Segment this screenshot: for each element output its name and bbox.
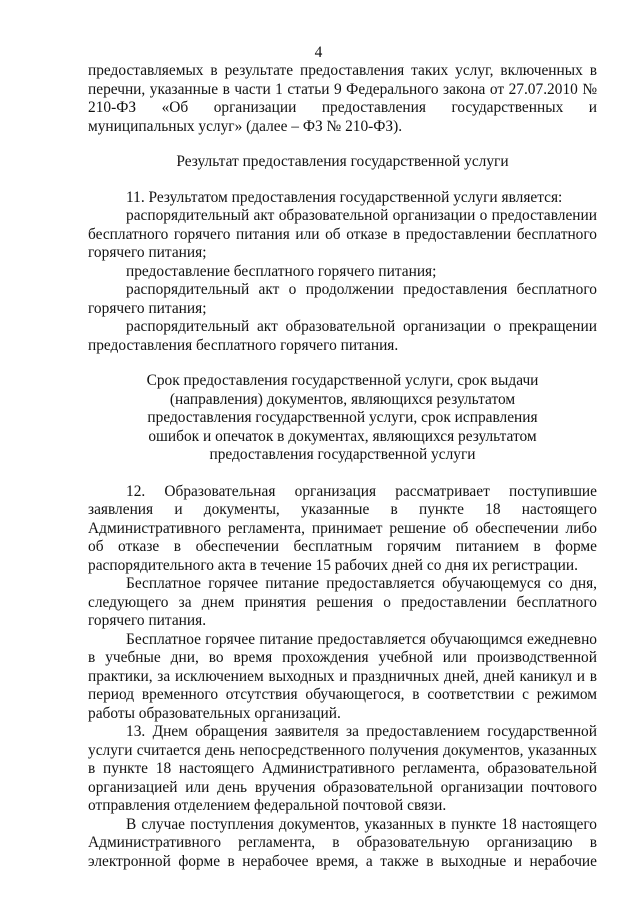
- paragraph-11-item-4: распорядительный акт образовательной организации о прекращении предоставления бесплатного горячего питания.: [88, 318, 597, 354]
- paragraph-continuation: предоставляемых в результате предоставления таких услуг, включенных в перечни, указанные в части 1 статьи 9 Федерального закона от 27.07.2010 № 210-ФЗ «Об организации предоставления государственных и муниципальных услуг» (далее – ФЗ № 210-ФЗ).: [88, 62, 597, 135]
- paragraph-12-a: Бесплатное горячее питание предоставляется обучающемуся со дня, следующего за днем принятия решения о предоставлении бесплатного горячего питания.: [88, 575, 597, 629]
- section-heading-result: Результат предоставления государственной услуги: [176, 153, 509, 170]
- paragraph-11-item-3: распорядительный акт о продолжении предоставления бесплатного горячего питания;: [88, 281, 597, 317]
- paragraph-12: 12. Образовательная организация рассматривает поступившие заявления и документы, указанные в пункте 18 настоящего Административного регламента, принимает решение об обеспечении либо об отказе в обеспечении бесплатным горячим питанием в форме распорядительного акта в течение 15 рабочих дней со дня их регистрации.: [88, 482, 597, 574]
- paragraph-13: 13. Днем обращения заявителя за предоставлением государственной услуги считается день непосредственного получения документов, указанных в пункте 18 настоящего Административного регламента, образовательной организацией или день вручения образовательной организации почтового отправления отделением федеральной почтовой связи.: [88, 723, 597, 814]
- paragraph-11: 11. Результатом предоставления государственной услуги является:: [126, 188, 563, 206]
- paragraph-11-item-2: предоставление бесплатного горячего питания;: [126, 262, 437, 280]
- paragraph-13-a: В случае поступления документов, указанных в пункте 18 настоящего Административного регламента, в образовательную организацию в электронной форме в нерабочее время, а также в выходные и нерабочие: [88, 815, 597, 870]
- page-number: 4: [314, 44, 323, 61]
- paragraph-12-b: Бесплатное горячее питание предоставляется обучающимся ежедневно в учебные дни, во время прохождения учебной или производственной практики, за исключением выходных и праздничных дней, дней каникул и в период временного отсутствия обучающегося, в соответствии с режимом работы образовательных организаций.: [88, 630, 597, 722]
- document-body: [88, 62, 597, 871]
- section-heading-terms: Срок предоставления государственной услуги, срок выдачи (направления) документов, являющихся результатом предоставления государственной услуги, срок исправления ошибок и опечаток в документах, являющихся результатом предоставления государственной услуги: [146, 372, 539, 463]
- paragraph-11-item-1: распорядительный акт образовательной организации о предоставлении бесплатного горячего питания или об отказе в предоставлении бесплатного горячего питания;: [88, 207, 597, 261]
